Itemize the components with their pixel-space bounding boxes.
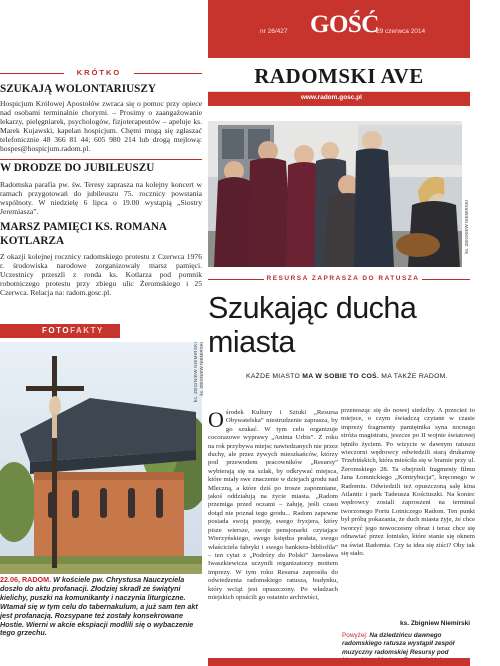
lead-part-b: MA W SOBIE TO COŚ. — [302, 373, 380, 380]
photo-caption-tag: Powyżej: — [342, 632, 368, 639]
lead-part-a: KAŻDE MIASTO — [246, 373, 303, 380]
news-body-jubilee: Radomska parafia pw. św. Teresy zaprasza na kolejny koncert w ramach przygotowań do jubileuszu 75. rocznicy powstania wspólnoty. W niedzielę 6 lipca o 19.00 wystąpią „Siostry Jeremiasza”. — [0, 180, 202, 217]
article-column-1 — [208, 409, 338, 602]
article-lead — [246, 373, 448, 380]
article-signature: ks. Zbigniew Niemirski — [400, 620, 471, 627]
fotofakty-label-a: FOTO — [42, 326, 71, 335]
bottom-bar — [208, 658, 470, 666]
news-divider — [0, 159, 202, 160]
group-photo — [208, 121, 462, 267]
news-heading-march: MARSZ PAMIĘCI KS. ROMANA KOTLARZA — [0, 221, 167, 247]
gosc-logo: GOŚĆ — [310, 11, 379, 38]
fotofakty-bar — [0, 324, 202, 338]
header-rule-left — [0, 73, 64, 74]
supplement-title-box — [208, 58, 470, 92]
group-photo-credit: ks. ZBIGNIEW NIEMIRSKI — [464, 200, 469, 254]
left-column — [0, 0, 202, 666]
issue-number: nr 26/427 — [260, 28, 288, 35]
church-photo-credit: ks. ZBIGNIEW NIEMIRSKI — [193, 342, 198, 403]
fotofakty-caption — [0, 576, 202, 638]
news-heading-volunteers: SZUKAJĄ WOLONTARIUSZY — [0, 83, 156, 95]
lead-part-c: MA TAKŻE RADOM. — [379, 373, 448, 380]
article-kicker — [208, 275, 470, 285]
site-url: www.radom.gosc.pl — [300, 94, 362, 101]
article-column-2: przenosząc się do nowej siedziby. A przecież to miejsce, o czym świadczą czytane w czasie imprezy fragmenty pamiętnika syna nocnego stróża magistratu, jeszcze po II wojnie światowej tętniło życiem. Po wizycie w dawnym ratuszu wieczorni wędrowcy odwiedzili starą drukarnię Trzebińskich, która mieściła się w bramie przy ul. Żeromskiego 28. Ta obejrzeli fragmenty filmu Jana Łomnickiego „Kontrybucja”, kręconego w Radomiu. Odwiedzili też opuszczoną salę kina Atlantic i park Tadeusza Kościuszki. Na koniec wędrowcy zostali zaproszeni na terminal tworzonego Portu Lotniczego Radom. Ten punkt był próbą pokazania, że duch miasta żyje, że chce tworzyć jego nowoczesny obraz i teraz chce się odnawiać przez lotnisko, które stanie się oknem na świat Radomia. Czy ta idea się ziści? Oby tak się stało. — [341, 407, 475, 557]
photo-caption-text: Na dziedzińcu dawnego radomskiego ratusza wystąpił zespół muzyczny radomskiej Resursy pod — [342, 632, 455, 656]
article-headline — [208, 291, 478, 359]
supplement-title: RADOMSKI AVE — [254, 64, 424, 88]
caption-tag: 22.06, RADOM. — [0, 575, 52, 584]
news-body-volunteers: Hospicjum Królowej Apostołów zwraca się o pomoc przy opiece nad osobami terminalnie chorymi. – Prosimy o zaangażowanie lekarzy, pielęgniarek, psychologów, fizjoterapeutów – apeluje ks. Marek Kujawski, kapelan hospicjum. Chętni mogą się zgłaszać telefonicznie 48 366 81 44; 605 980 214 lub drogą mejlową: hospes@hospicjum.radom.pl. — [0, 99, 202, 154]
headline-line-1: Szukając ducha — [208, 291, 417, 325]
masthead — [208, 0, 470, 58]
kicker-text: RESURSA ZAPRASZA DO RATUSZA — [266, 275, 420, 282]
headline-photo-credit: ks. ZBIGNIEW NIEMIRSKI — [199, 342, 204, 396]
header-rule-right — [134, 73, 202, 74]
caption-text: W kościele pw. Chrystusa Nauczyciela doszło do aktu profanacji. Złodziej skradł ze świątyni kielichy, puszki na komunikanty i naczynia liturgiczne. Wtamał się w tym celu do tabernakulum, a już sam ten akt jest profanacją. Rozsypane też zostały konsekrowane Hostie. Wierni w akcie ekspiacji modlili się o wybaczenie tego grzechu. — [0, 575, 198, 638]
fotofakty-label — [42, 326, 104, 335]
drop-cap: O — [208, 407, 224, 432]
section-header-krotko — [0, 68, 202, 80]
news-body-march: Z okazji kolejnej rocznicy radomskiego protestu z Czerwca 1976 r. środowiska narodowe zorganizowały marsz pamięci. Uczestnicy przeszli z ronda ks. Kotlarza pod pomnik robotniczego protestu przy zbiegu ulic Żeromskiego i 25 Czerwca. Relacja na: radom.gosc.pl. — [0, 252, 202, 298]
news-heading-jubilee: W DRODZE DO JUBILEUSZU — [0, 162, 155, 174]
section-label: KRÓTKO — [76, 68, 122, 77]
column-1-text: środek Kultury i Sztuki „Resursa Obywatelska” niestrudzenie zaprasza, by go szukać. W tym celu organizuje cocorazowe wyprawy „Anima Urbis”. Z roku na rok przybywa miejsc nawiedzanych nie przez duchy, ale przez żywych mieszkańców, którzy pod przewodem pracowników „Resursy” wybierają się na szlak, by odkrywać miejsca, które miały swe znaczenie w dziejach grodu nad Mleczną, a które dziś po trosze zapomniane, jakoś oddziałują na życie miasta. „Radom przemiga przed oczami – żałuję, jeśli czasu dotąd nie poznał tego grodu... Radom zapewne posiada swoją poezję, swego fryzjera, który pisze wiersze, swoje pensjonarki czytające Wierzyńskiego, swego księdza prałata, swego właściciela fabryki i swego bankiera-bibliofila” – ten cytat z „Podróży do Polski” Jarosława Iwaszkiewicza uczynili organizatorzy mottem imprezy. W tym roku Resursa zaprosiła do odwiedzenia radomskiego ratusza, budynku, który wciąż jest opuszczony. Po władzach miejskich opuścili go ostatnio archiwiści, — [208, 409, 338, 601]
url-bar — [208, 92, 470, 106]
fotofakty-label-b: FAKTY — [70, 326, 104, 335]
kicker-rule-right — [422, 279, 470, 280]
kicker-rule-left — [208, 279, 264, 280]
issue-date: 29 czerwca 2014 — [376, 28, 426, 35]
church-photo — [0, 342, 202, 574]
headline-line-2: miasta — [208, 325, 295, 359]
